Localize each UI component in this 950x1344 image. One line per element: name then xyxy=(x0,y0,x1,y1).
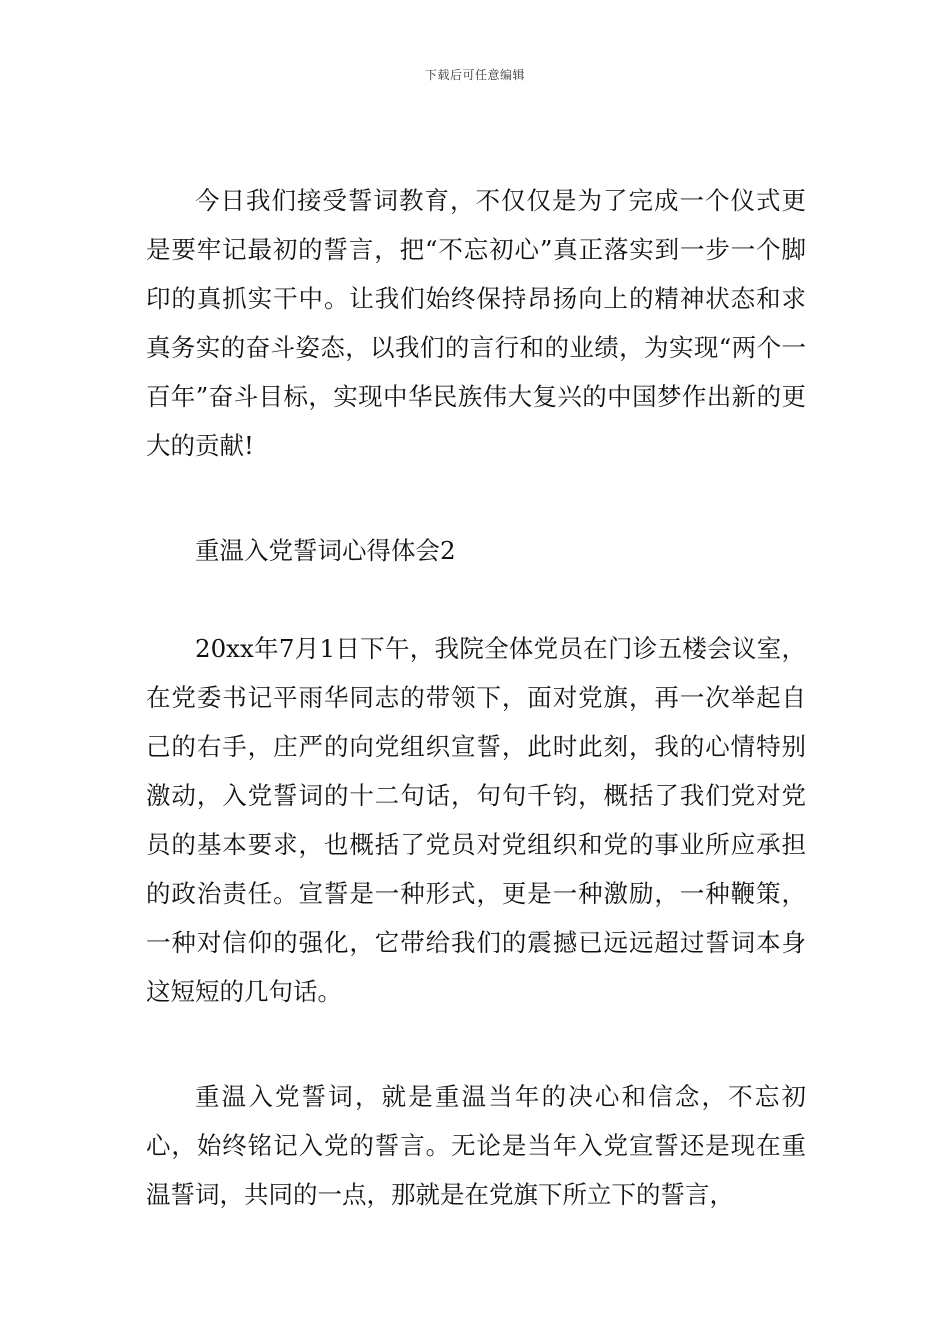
body-paragraph: 今日我们接受誓词教育，不仅仅是为了完成一个仪式更是要牢记最初的誓言，把“不忘初心”真正落实到一步一个脚印的真抓实干中。让我们始终保持昂扬向上的精神状态和求真务实的奋斗姿态，以我们的言行和的业绩，为实现“两个一百年”奋斗目标，实现中华民族伟大复兴的中国梦作出新的更大的贡献! xyxy=(146,186,806,460)
body-paragraph: 重温入党誓词，就是重温当年的决心和信念，不忘初心，始终铭记入党的誓言。无论是当年入党宣誓还是现在重温誓词，共同的一点，那就是在党旗下所立下的誓言， xyxy=(146,1082,806,1209)
section-heading: 重温入党誓词心得体会2 xyxy=(195,536,456,565)
header-note: 下载后可任意编辑 xyxy=(424,68,525,82)
body-paragraph: 20xx年7月1日下午，我院全体党员在门诊五楼会议室，在党委书记平雨华同志的带领下，面对党旗，再一次举起自己的右手，庄严的向党组织宣誓，此时此刻，我的心情特别激动，入党誓词的十二句话，句句千钧，概括了我们党对党员的基本要求，也概括了党员对党组织和党的事业所应承担的政治责任。宣誓是一种形式，更是一种激励，一种鞭策，一种对信仰的强化，它带给我们的震撼已远远超过誓词本身这短短的几句话。 xyxy=(146,634,806,1006)
